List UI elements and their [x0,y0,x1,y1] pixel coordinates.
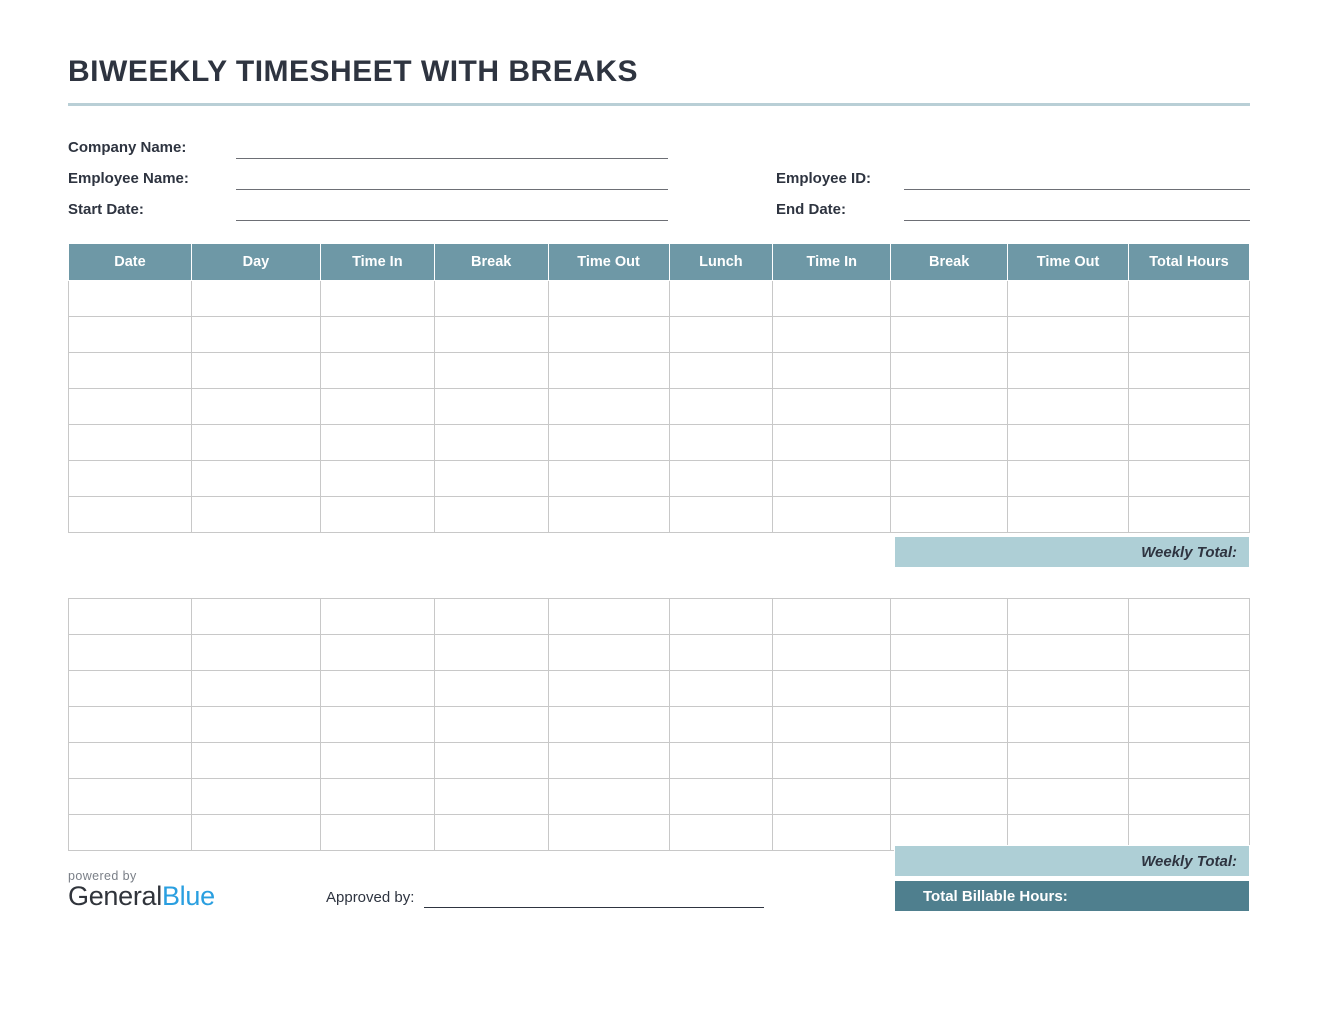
employee-name-row [68,159,668,190]
end-date-row [776,190,1250,221]
cell-break-1[interactable] [434,779,548,815]
cell-time-out-2[interactable] [1008,707,1129,743]
end-date-input[interactable] [904,198,1250,221]
table-row [69,353,1250,389]
cell-break-1[interactable] [434,743,548,779]
employee-name-input[interactable] [236,167,668,190]
table-row [69,743,1250,779]
cell-time-out-1[interactable] [548,461,669,497]
cell-lunch[interactable] [669,707,773,743]
company-name-input[interactable] [236,136,668,159]
cell-day[interactable] [191,707,320,743]
cell-time-out-1[interactable] [548,671,669,707]
cell-day[interactable] [191,281,320,317]
week1-totals [68,533,1250,568]
timesheet-table-week2 [68,598,1250,851]
cell-time-in-2[interactable] [773,461,891,497]
cell-time-in-2[interactable] [773,317,891,353]
cell-day[interactable] [191,779,320,815]
cell-time-in-2[interactable] [773,779,891,815]
approved-by-field [326,889,764,912]
cell-time-out-1[interactable] [548,281,669,317]
cell-time-out-2[interactable] [1008,635,1129,671]
cell-time-out-1[interactable] [548,779,669,815]
timesheet-table-week1 [68,243,1250,533]
table-row [69,389,1250,425]
info-column-left [68,128,668,221]
cell-total-hours[interactable] [1128,779,1249,815]
weekly-total-2-label: Weekly Total: [1141,852,1237,870]
week2-body [69,599,1250,851]
cell-time-in-2[interactable] [773,743,891,779]
column-header-time-in-1: Time In [320,244,434,281]
cell-time-out-2[interactable] [1008,281,1129,317]
cell-time-in-1[interactable] [320,317,434,353]
cell-lunch[interactable] [669,599,773,635]
cell-lunch[interactable] [669,671,773,707]
cell-total-hours[interactable] [1128,743,1249,779]
table-row [69,425,1250,461]
start-date-input[interactable] [236,198,668,221]
approved-by-label: Approved by: [326,889,415,906]
cell-break-2[interactable] [891,743,1008,779]
cell-break-2[interactable] [891,281,1008,317]
cell-time-out-2[interactable] [1008,389,1129,425]
cell-break-1[interactable] [434,461,548,497]
cell-break-2[interactable] [891,461,1008,497]
cell-total-hours[interactable] [1128,497,1249,533]
cell-time-out-2[interactable] [1008,425,1129,461]
cell-total-hours[interactable] [1128,707,1249,743]
table-row [69,317,1250,353]
column-header-break-2: Break [891,244,1008,281]
cell-date[interactable] [69,743,192,779]
cell-total-hours[interactable] [1128,353,1249,389]
cell-time-out-2[interactable] [1008,671,1129,707]
cell-time-in-1[interactable] [320,671,434,707]
cell-date[interactable] [69,353,192,389]
cell-date[interactable] [69,779,192,815]
cell-break-2[interactable] [891,635,1008,671]
cell-break-2[interactable] [891,389,1008,425]
cell-time-in-1[interactable] [320,599,434,635]
table-row [69,599,1250,635]
cell-break-2[interactable] [891,599,1008,635]
cell-lunch[interactable] [669,635,773,671]
cell-total-hours[interactable] [1128,599,1249,635]
employee-name-label: Employee Name: [68,170,189,187]
cell-time-in-2[interactable] [773,425,891,461]
cell-break-2[interactable] [891,707,1008,743]
cell-time-in-1[interactable] [320,779,434,815]
cell-break-1[interactable] [434,635,548,671]
start-date-label: Start Date: [68,201,144,218]
cell-break-2[interactable] [891,317,1008,353]
table-row [69,671,1250,707]
cell-time-in-2[interactable] [773,671,891,707]
cell-time-in-2[interactable] [773,635,891,671]
table-row [69,497,1250,533]
cell-time-out-1[interactable] [548,707,669,743]
cell-day[interactable] [191,317,320,353]
cell-break-2[interactable] [891,671,1008,707]
title-divider [68,103,1250,106]
cell-break-1[interactable] [434,497,548,533]
cell-time-in-2[interactable] [773,281,891,317]
cell-break-2[interactable] [891,779,1008,815]
cell-total-hours[interactable] [1128,635,1249,671]
cell-time-out-1[interactable] [548,635,669,671]
cell-day[interactable] [191,389,320,425]
section-gap [68,568,1252,598]
column-header-day: Day [191,244,320,281]
total-billable-hours-bar [894,880,1250,912]
cell-time-in-2[interactable] [773,599,891,635]
weekly-total-1-bar [894,536,1250,568]
cell-lunch[interactable] [669,743,773,779]
cell-date[interactable] [69,497,192,533]
table-row [69,779,1250,815]
column-header-time-out-2: Time Out [1008,244,1129,281]
cell-break-1[interactable] [434,353,548,389]
footer-totals [894,845,1250,912]
cell-break-1[interactable] [434,281,548,317]
cell-date[interactable] [69,425,192,461]
cell-total-hours[interactable] [1128,281,1249,317]
cell-time-out-2[interactable] [1008,317,1129,353]
cell-time-in-1[interactable] [320,635,434,671]
cell-time-out-2[interactable] [1008,497,1129,533]
column-header-date: Date [69,244,192,281]
cell-break-2[interactable] [891,425,1008,461]
info-column-right [668,128,1250,221]
cell-time-out-1[interactable] [548,425,669,461]
cell-time-out-1[interactable] [548,353,669,389]
cell-total-hours[interactable] [1128,671,1249,707]
cell-break-1[interactable] [434,599,548,635]
cell-lunch[interactable] [669,281,773,317]
week1-body [69,281,1250,533]
cell-time-in-1[interactable] [320,743,434,779]
cell-break-2[interactable] [891,353,1008,389]
cell-time-in-1[interactable] [320,425,434,461]
cell-lunch[interactable] [669,425,773,461]
generalblue-logo [68,881,308,912]
cell-lunch[interactable] [669,779,773,815]
info-spacer [776,128,1250,159]
cell-total-hours[interactable] [1128,389,1249,425]
cell-time-in-2[interactable] [773,389,891,425]
column-header-total-hours: Total Hours [1128,244,1249,281]
cell-time-out-2[interactable] [1008,599,1129,635]
cell-time-out-1[interactable] [548,497,669,533]
cell-day[interactable] [191,599,320,635]
column-header-time-in-2: Time In [773,244,891,281]
cell-time-out-1[interactable] [548,599,669,635]
cell-time-out-1[interactable] [548,389,669,425]
page-title: BIWEEKLY TIMESHEET WITH BREAKS [68,55,639,88]
cell-break-1[interactable] [434,425,548,461]
cell-lunch[interactable] [669,317,773,353]
cell-time-in-1[interactable] [320,281,434,317]
table-row [69,635,1250,671]
cell-time-in-1[interactable] [320,389,434,425]
cell-time-out-2[interactable] [1008,779,1129,815]
cell-day[interactable] [191,425,320,461]
cell-time-in-1[interactable] [320,353,434,389]
cell-lunch[interactable] [669,461,773,497]
company-name-row [68,128,668,159]
cell-total-hours[interactable] [1128,317,1249,353]
cell-time-out-2[interactable] [1008,353,1129,389]
cell-total-hours[interactable] [1128,425,1249,461]
footer [68,845,1250,912]
employee-id-input[interactable] [904,167,1250,190]
cell-date[interactable] [69,317,192,353]
powered-by-label: powered by [68,869,137,883]
cell-time-in-2[interactable] [773,707,891,743]
cell-break-1[interactable] [434,707,548,743]
cell-time-out-2[interactable] [1008,743,1129,779]
brand-logo [68,869,308,912]
cell-time-in-1[interactable] [320,497,434,533]
weekly-total-1-label: Weekly Total: [1141,543,1237,561]
cell-total-hours[interactable] [1128,461,1249,497]
column-header-time-out-1: Time Out [548,244,669,281]
cell-date[interactable] [69,635,192,671]
start-date-row [68,190,668,221]
table-row [69,281,1250,317]
column-header-lunch: Lunch [669,244,773,281]
cell-day[interactable] [191,461,320,497]
table-header-row [69,244,1250,281]
weekly-total-2-bar [894,845,1250,877]
logo-text-blue: Blue [161,881,215,911]
employee-id-row [776,159,1250,190]
logo-text-general: General [68,881,162,911]
cell-date[interactable] [69,707,192,743]
column-header-break-1: Break [434,244,548,281]
cell-date[interactable] [69,281,192,317]
info-section [68,128,1250,221]
cell-time-in-1[interactable] [320,461,434,497]
cell-break-1[interactable] [434,671,548,707]
cell-date[interactable] [69,461,192,497]
company-name-label: Company Name: [68,139,187,156]
cell-break-1[interactable] [434,389,548,425]
cell-time-out-2[interactable] [1008,461,1129,497]
cell-time-in-2[interactable] [773,353,891,389]
cell-lunch[interactable] [669,497,773,533]
table-row [69,461,1250,497]
cell-day[interactable] [191,353,320,389]
cell-day[interactable] [191,743,320,779]
cell-date[interactable] [69,389,192,425]
cell-time-in-2[interactable] [773,497,891,533]
cell-lunch[interactable] [669,353,773,389]
table-row [69,707,1250,743]
cell-break-1[interactable] [434,317,548,353]
cell-date[interactable] [69,599,192,635]
cell-day[interactable] [191,497,320,533]
employee-id-label: Employee ID: [776,170,872,187]
cell-date[interactable] [69,671,192,707]
cell-day[interactable] [191,635,320,671]
cell-break-2[interactable] [891,497,1008,533]
cell-time-out-1[interactable] [548,743,669,779]
cell-time-out-1[interactable] [548,317,669,353]
cell-time-in-1[interactable] [320,707,434,743]
cell-lunch[interactable] [669,389,773,425]
cell-day[interactable] [191,671,320,707]
approved-by-input[interactable] [424,889,764,908]
total-billable-hours-label: Total Billable Hours: [923,887,1068,905]
end-date-label: End Date: [776,201,847,218]
